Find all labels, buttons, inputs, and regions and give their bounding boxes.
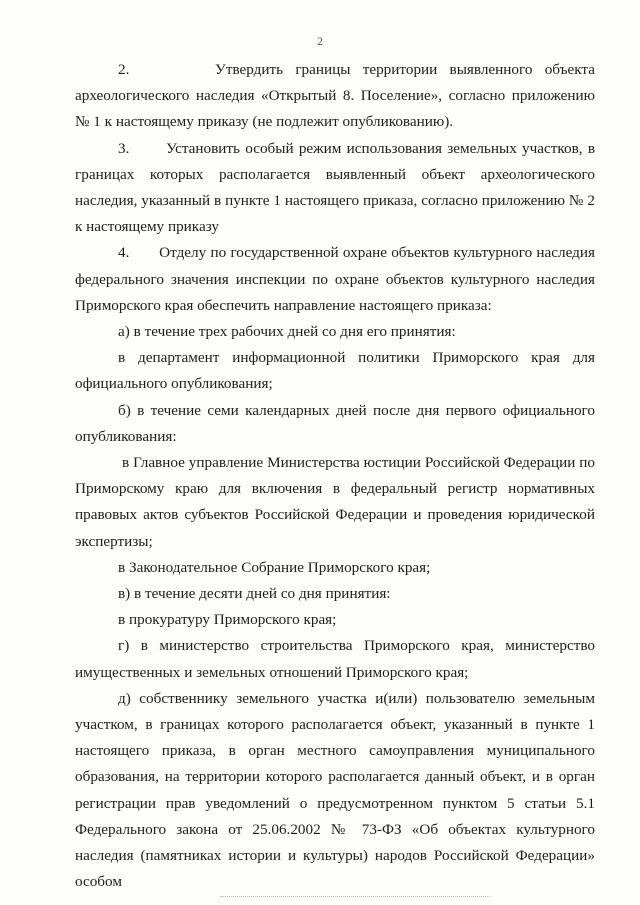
page-number: 2 <box>317 34 323 48</box>
recipient-legislative-assembly: в Законодательное Собрание Приморского края; <box>118 558 431 576</box>
subparagraph-d: д) собственнику земельного участка и(или) пользователю земельным участком, в границах которого располагается объект, указанный в пункте 1 настоящего приказа, в орган местного самоуправления муниципального образования, на территории которого располагается данный объект, и в орган регистрации прав уведомлений о предусмотренном пунктом 5 статьи 5.1 Федерального закона от 25.06.2002 № 73-ФЗ «Об объектах культурного наследия (памятниках истории и культуры) народов Российской Федерации» особом <box>75 689 595 891</box>
subparagraph-g: г) в министерство строительства Приморского края, министерство имущественных и земельных отношений Приморского края; <box>75 637 595 681</box>
subparagraph-b: б) в течение семи календарных дней после дня первого официального опубликования: <box>75 401 595 445</box>
paragraph-item-4: 4. Отделу по государственной охране объектов культурного наследия федерального значения инспекции по охране объектов культурного наследия Приморского края обеспечить направление настоящего приказа: <box>75 244 595 314</box>
recipient-information-policy-dept: в департамент информационной политики Приморского края для официального опубликования; <box>75 349 595 393</box>
recipient-justice-ministry: в Главное управление Министерства юстиции Российской Федерации по Приморскому краю для включения в федеральный регистр нормативных правовых актов субъектов Российской Федерации и проведения юридической экспертизы; <box>75 454 595 550</box>
subparagraph-v: в) в течение десяти дней со дня принятия: <box>118 585 391 603</box>
document-body <box>75 57 595 896</box>
paragraph-item-3: 3. Установить особый режим использования земельных участков, в границах которых располагается выявленный объект археологического наследия, указанный в пункте 1 настоящего приказа, согласно приложению № 2 к настоящему приказу <box>75 139 595 236</box>
scan-artifact-line <box>220 896 490 897</box>
paragraph-item-2: 2. Утвердить границы территории выявленного объекта археологического наследия «Открытый 8. Поселение», согласно приложению № 1 к настоящему приказу (не подлежит опубликованию). <box>75 61 595 131</box>
subparagraph-a: а) в течение трех рабочих дней со дня его принятия: <box>118 323 456 341</box>
recipient-prosecutor: в прокуратуру Приморского края; <box>118 611 337 629</box>
